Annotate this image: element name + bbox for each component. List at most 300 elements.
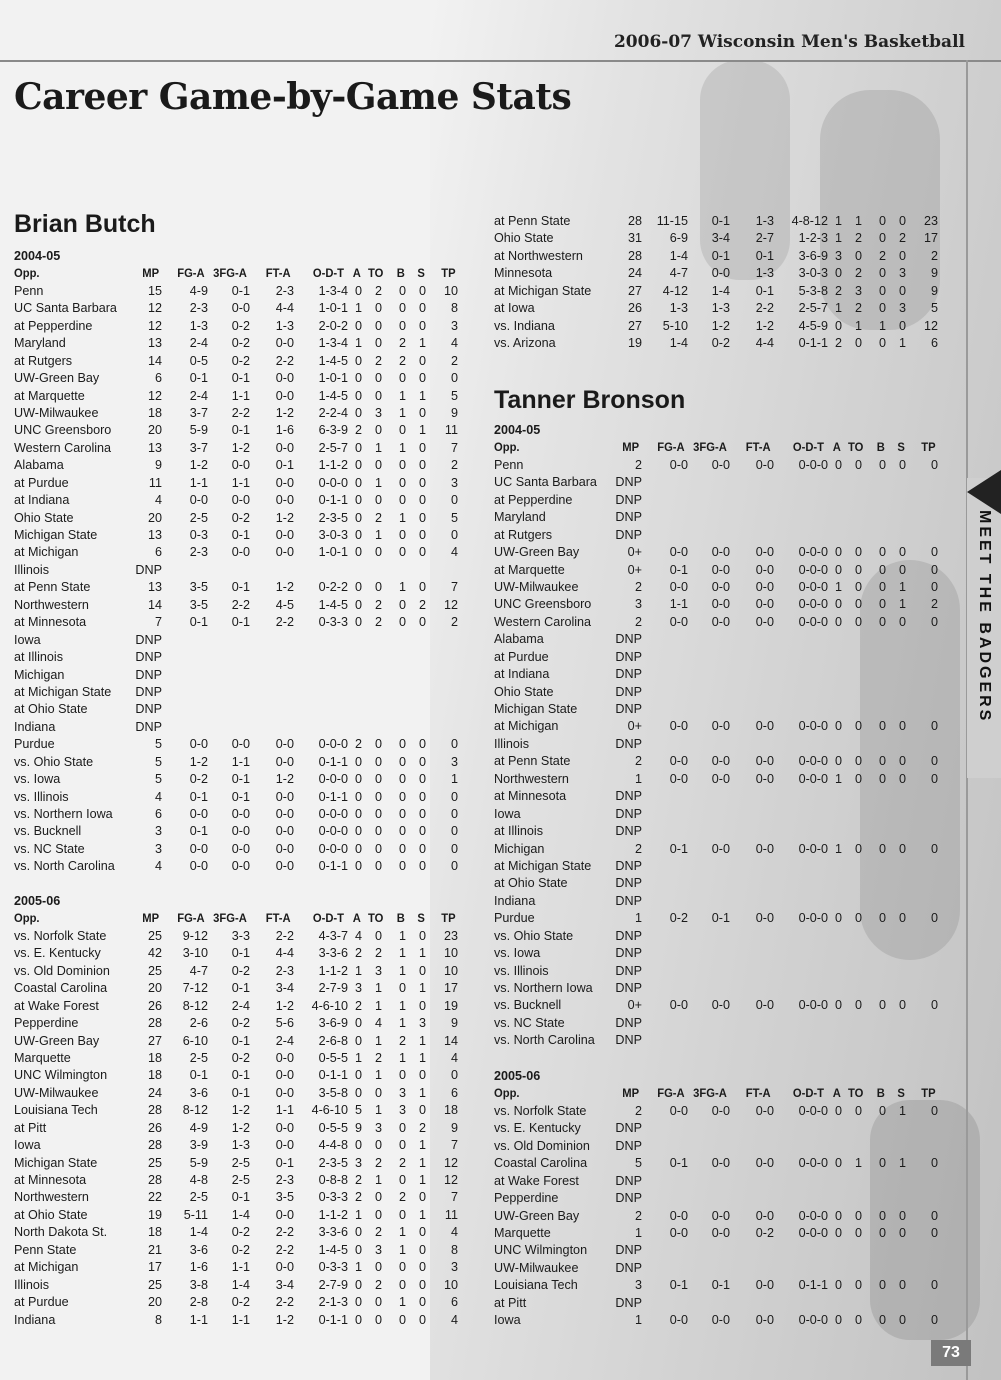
cell-3fga: 1-3 (711, 301, 730, 316)
cell-opp: UW-Green Bay (494, 545, 580, 560)
cell-mp: 26 (147, 998, 162, 1013)
cell-mp: 12 (147, 301, 162, 316)
cell-a: 0 (354, 1312, 362, 1327)
cell-opp: UNC Wilmington (494, 1243, 588, 1258)
cell-s: 0 (418, 1260, 426, 1275)
cell-fta: 2-3 (275, 283, 294, 298)
cell-fga: 0-3 (189, 528, 208, 542)
season-label: 2005-06 (494, 1069, 541, 1083)
cell-fta: 0-0 (755, 1313, 774, 1328)
column-header-a: A (352, 911, 361, 926)
cell-3fga: 0-2 (231, 1295, 250, 1310)
cell-mp: 28 (627, 248, 642, 263)
cell-odt: 0-0-0 (798, 614, 828, 629)
cell-a: 0 (354, 1277, 362, 1292)
cell-3fga: 0-0 (231, 807, 250, 821)
cell-odt: 2-0-2 (318, 318, 348, 333)
cell-opp: UNC Wilmington (14, 1068, 108, 1083)
cell-tp: 0 (930, 1278, 938, 1293)
cell-b: 0 (398, 318, 406, 333)
cell-fga: 0-0 (669, 771, 688, 786)
cell-s: 0 (898, 754, 906, 769)
cell-s: 1 (418, 388, 426, 403)
cell-fta: 1-3 (755, 266, 774, 281)
cell-s: 0 (418, 1295, 426, 1310)
cell-fga: 0-2 (669, 911, 688, 926)
cell-mp: DNP (135, 667, 162, 682)
cell-fta: 1-1 (275, 1103, 294, 1118)
cell-a: 1 (834, 231, 842, 246)
cell-3fga: 0-0 (231, 301, 250, 316)
cell-opp: UW-Green Bay (14, 1033, 100, 1048)
cell-to: 0 (374, 789, 382, 804)
cell-fga: 5-9 (189, 423, 208, 438)
cell-fta: 3-4 (275, 981, 294, 996)
cell-opp: at Wake Forest (494, 1173, 579, 1188)
cell-to: 0 (854, 614, 862, 629)
cell-fta: 0-0 (275, 528, 294, 542)
cell-odt: 0-0-0 (318, 841, 348, 856)
cell-mp: 2 (634, 754, 642, 769)
cell-mp: 25 (147, 928, 162, 943)
cell-fga: 0-0 (669, 1103, 688, 1118)
cell-to: 0 (854, 1208, 862, 1223)
cell-odt: 1-0-1 (318, 371, 348, 386)
cell-odt: 1-1-2 (318, 963, 348, 978)
cell-fta: 1-2 (275, 405, 294, 420)
cell-3fga: 1-2 (231, 1120, 250, 1135)
cell-mp: 4 (154, 493, 162, 508)
column-header-a: A (352, 266, 361, 281)
cell-fta: 4-4 (275, 301, 294, 316)
cell-fga: 0-0 (669, 754, 688, 769)
cell-to: 3 (374, 963, 382, 978)
cell-opp: UW-Green Bay (14, 371, 100, 386)
cell-3fga: 0-0 (711, 1208, 730, 1223)
cell-s: 0 (418, 545, 426, 560)
cell-a: 2 (354, 423, 362, 438)
cell-3fga: 0-1 (231, 283, 250, 298)
column-header-to: TO (368, 266, 384, 281)
cell-opp: Michigan State (14, 528, 98, 542)
cell-fga: 3-6 (189, 1242, 208, 1257)
cell-fga: 5-11 (183, 1207, 208, 1222)
cell-a: 2 (354, 998, 362, 1013)
cell-3fga: 0-0 (231, 841, 250, 856)
cell-fga: 8-12 (182, 1103, 208, 1118)
cell-tp: 0 (930, 841, 938, 856)
cell-3fga: 0-0 (711, 597, 730, 612)
cell-fta: 4-4 (755, 336, 774, 351)
cell-b: 1 (398, 928, 406, 943)
cell-tp: 9 (450, 1120, 458, 1135)
cell-b: 0 (878, 911, 886, 926)
cell-to: 2 (374, 597, 382, 612)
cell-a: 0 (834, 719, 842, 734)
cell-a: 0 (354, 824, 362, 839)
cell-fta: 0-0 (275, 1138, 294, 1153)
cell-tp: 23 (923, 214, 938, 228)
cell-mp: DNP (615, 1015, 642, 1030)
cell-3fga: 0-1 (231, 981, 250, 996)
cell-s: 0 (418, 807, 426, 821)
cell-to: 1 (374, 475, 382, 490)
cell-tp: 8 (450, 301, 458, 316)
cell-fga: 0-0 (189, 859, 208, 874)
cell-mp: DNP (135, 650, 162, 665)
cell-s: 0 (418, 440, 426, 455)
cell-3fga: 2-4 (231, 998, 250, 1013)
cell-mp: 5 (154, 754, 162, 769)
cell-fta: 1-2 (275, 580, 294, 595)
cell-odt: 0-1-1 (318, 859, 348, 874)
column-header-a: A (832, 1086, 841, 1101)
cell-odt: 0-0-0 (798, 545, 828, 560)
column-header-fga: FG-A (657, 1086, 685, 1101)
cell-b: 2 (398, 336, 406, 351)
cell-fta: 2-2 (275, 928, 294, 943)
cell-mp: 18 (147, 1068, 162, 1083)
cell-3fga: 3-4 (711, 231, 730, 246)
cell-fta: 0-0 (275, 841, 294, 856)
cell-mp: 19 (147, 1207, 162, 1222)
cell-to: 4 (374, 1016, 382, 1031)
cell-opp: vs. Bucknell (494, 998, 562, 1013)
cell-to: 0 (854, 719, 862, 734)
cell-fga: 4-9 (189, 283, 208, 298)
cell-opp: Northwestern (14, 597, 89, 612)
cell-s: 0 (898, 1225, 906, 1240)
cell-fga: 0-1 (189, 789, 208, 804)
cell-fta: 2-2 (755, 301, 774, 316)
cell-3fga: 0-1 (231, 528, 250, 542)
cell-a: 0 (834, 318, 842, 333)
cell-3fga: 1-4 (711, 283, 730, 298)
cell-b: 0 (878, 562, 886, 577)
column-header-fta: FT-A (265, 911, 291, 926)
cell-mp: 27 (627, 283, 642, 298)
cell-fta: 0-0 (275, 1068, 294, 1083)
cell-odt: 0-1-1 (798, 1278, 828, 1293)
cell-to: 1 (374, 1033, 382, 1048)
cell-opp: Indiana (14, 1312, 56, 1327)
cell-to: 1 (374, 981, 382, 996)
cell-opp: Maryland (14, 336, 66, 351)
cell-b: 0 (398, 754, 406, 769)
cell-to: 0 (374, 1295, 382, 1310)
cell-mp: 20 (147, 1295, 162, 1310)
cell-s: 1 (898, 1156, 906, 1171)
cell-a: 2 (354, 737, 362, 752)
cell-s: 0 (418, 318, 426, 333)
cell-b: 0 (878, 1278, 886, 1293)
cell-tp: 0 (450, 859, 458, 874)
cell-a: 0 (834, 545, 842, 560)
cell-opp: Illinois (14, 1277, 49, 1292)
cell-tp: 10 (443, 1277, 458, 1292)
cell-mp: 14 (147, 353, 162, 368)
cell-3fga: 0-0 (231, 824, 250, 839)
cell-3fga: 0-0 (231, 458, 250, 473)
cell-b: 0 (398, 859, 406, 874)
cell-b: 0 (878, 771, 886, 786)
cell-fta: 4-5 (275, 597, 294, 612)
cell-opp: at Iowa (494, 301, 535, 316)
cell-a: 0 (354, 615, 362, 630)
cell-s: 0 (418, 1103, 426, 1118)
column-header-opp: Opp. (494, 440, 520, 455)
cell-tp: 0 (450, 493, 458, 508)
column-header-opp: Opp. (14, 266, 40, 281)
cell-3fga: 0-0 (711, 841, 730, 856)
cell-s: 1 (418, 423, 426, 438)
cell-s: 0 (418, 283, 426, 298)
cell-s: 0 (418, 353, 426, 368)
cell-s: 0 (898, 1313, 906, 1328)
cell-a: 0 (834, 754, 842, 769)
cell-a: 0 (354, 353, 362, 368)
cell-odt: 0-0-0 (798, 719, 828, 734)
column-header-mp: MP (142, 911, 160, 926)
cell-tp: 0 (450, 371, 458, 386)
cell-a: 1 (834, 214, 842, 228)
cell-b: 1 (398, 998, 406, 1013)
cell-s: 0 (418, 475, 426, 490)
cell-tp: 0 (930, 562, 938, 577)
cell-3fga: 0-1 (231, 423, 250, 438)
cell-odt: 0-0-0 (798, 1103, 828, 1118)
cell-mp: 24 (627, 266, 642, 281)
cell-b: 0 (878, 301, 886, 316)
column-header-mp: MP (142, 266, 160, 281)
column-header-odt: O-D-T (312, 911, 344, 926)
cell-opp: vs. Bucknell (14, 824, 82, 839)
cell-s: 1 (898, 1103, 906, 1118)
cell-odt: 0-0-0 (318, 475, 348, 490)
cell-fga: 1-3 (189, 318, 208, 333)
cell-fga: 1-1 (669, 597, 688, 612)
cell-to: 2 (374, 353, 382, 368)
publication-header: 2006-07 Wisconsin Men's Basketball (613, 32, 965, 52)
cell-3fga: 1-1 (231, 388, 250, 403)
cell-tp: 0 (450, 841, 458, 856)
cell-fga: 2-4 (189, 388, 208, 403)
cell-a: 0 (834, 1278, 842, 1293)
cell-opp: vs. NC State (494, 1015, 565, 1030)
cell-a: 0 (354, 388, 362, 403)
cell-a: 1 (834, 579, 842, 594)
cell-a: 0 (354, 1225, 362, 1240)
cell-mp: DNP (615, 667, 642, 682)
cell-opp: North Dakota St. (14, 1225, 108, 1240)
cell-to: 0 (854, 457, 862, 472)
cell-tp: 8 (450, 1242, 458, 1257)
cell-opp: vs. North Carolina (494, 1033, 595, 1048)
cell-fta: 0-0 (275, 388, 294, 403)
cell-b: 2 (398, 353, 406, 368)
cell-odt: 0-0-0 (798, 1208, 828, 1223)
cell-s: 0 (418, 580, 426, 595)
cell-tp: 3 (450, 1260, 458, 1275)
cell-fga: 7-12 (182, 981, 208, 996)
cell-3fga: 2-5 (231, 1155, 250, 1170)
cell-odt: 1-4-5 (318, 388, 348, 403)
cell-fta: 1-2 (755, 318, 774, 333)
cell-b: 0 (878, 1103, 886, 1118)
cell-s: 0 (898, 998, 906, 1013)
cell-tp: 7 (450, 580, 458, 595)
cell-to: 1 (854, 318, 862, 333)
cell-b: 0 (398, 615, 406, 630)
cell-3fga: 0-1 (231, 789, 250, 804)
cell-fga: 1-1 (189, 1312, 208, 1327)
cell-fga: 2-5 (189, 510, 208, 525)
cell-fga: 3-5 (189, 597, 208, 612)
cell-s: 3 (418, 1016, 426, 1031)
cell-fta: 0-1 (755, 248, 774, 263)
cell-s: 0 (898, 719, 906, 734)
cell-mp: 24 (147, 1085, 162, 1100)
cell-tp: 17 (443, 981, 458, 996)
cell-opp: Penn (494, 457, 524, 472)
cell-fta: 1-2 (275, 510, 294, 525)
cell-opp: Western Carolina (14, 440, 112, 455)
column-header-opp: Opp. (494, 1086, 520, 1101)
cell-odt: 3-6-9 (798, 248, 828, 263)
cell-fta: 2-2 (275, 615, 294, 630)
cell-to: 0 (374, 754, 382, 769)
cell-opp: Michigan (14, 667, 65, 682)
cell-odt: 2-7-9 (318, 1277, 348, 1292)
cell-fga: 1-4 (669, 248, 688, 263)
cell-a: 1 (354, 1050, 362, 1065)
cell-tp: 0 (450, 528, 458, 542)
cell-fta: 0-0 (755, 754, 774, 769)
cell-a: 3 (354, 1155, 362, 1170)
cell-mp: 3 (634, 1278, 642, 1293)
cell-3fga: 1-2 (231, 1103, 250, 1118)
cell-fga: 2-5 (189, 1050, 208, 1065)
cell-b: 1 (878, 318, 886, 333)
cell-odt: 1-3-4 (318, 283, 348, 298)
cell-opp: Indiana (14, 719, 56, 734)
cell-fga: 0-1 (189, 1068, 208, 1083)
cell-fga: 4-8 (189, 1173, 208, 1187)
cell-mp: 20 (147, 981, 162, 996)
cell-3fga: 0-0 (231, 737, 250, 752)
cell-fta: 0-0 (755, 614, 774, 629)
cell-mp: 28 (627, 214, 642, 228)
cell-opp: at Purdue (14, 475, 69, 490)
cell-fta: 2-3 (275, 963, 294, 978)
cell-s: 0 (418, 371, 426, 386)
cell-fga: 0-2 (189, 772, 208, 787)
cell-fta: 2-2 (275, 1295, 294, 1310)
cell-3fga: 0-2 (231, 336, 250, 351)
cell-fga: 2-3 (189, 545, 208, 560)
cell-fga: 0-0 (189, 493, 208, 508)
cell-s: 0 (418, 772, 426, 787)
cell-tp: 0 (930, 1103, 938, 1118)
cell-fta: 0-0 (275, 824, 294, 839)
cell-tp: 1 (450, 772, 458, 787)
cell-b: 0 (878, 614, 886, 629)
cell-3fga: 0-1 (231, 1033, 250, 1048)
cell-tp: 4 (450, 1050, 458, 1065)
cell-opp: at Penn State (494, 754, 571, 769)
cell-fga: 8-12 (182, 998, 208, 1013)
cell-tp: 0 (930, 998, 938, 1013)
section-side-tab-label: MEET THE BADGERS (976, 510, 993, 724)
cell-fga: 3-7 (189, 405, 208, 420)
cell-fta: 5-6 (275, 1016, 294, 1031)
cell-3fga: 1-2 (231, 440, 250, 455)
cell-mp: DNP (615, 1260, 642, 1275)
cell-mp: DNP (615, 824, 642, 839)
cell-opp: Pepperdine (494, 1191, 559, 1206)
cell-fta: 0-0 (755, 457, 774, 472)
cell-mp: DNP (615, 946, 642, 961)
cell-opp: vs. Iowa (494, 946, 541, 961)
cell-mp: DNP (135, 719, 162, 734)
cell-fga: 2-3 (189, 301, 208, 316)
cell-3fga: 0-2 (231, 1016, 250, 1031)
cell-opp: Purdue (494, 911, 535, 926)
cell-a: 3 (834, 248, 842, 263)
cell-to: 0 (374, 1312, 382, 1327)
cell-opp: at Michigan State (494, 858, 592, 873)
cell-to: 2 (374, 1155, 382, 1170)
column-header-b: B (396, 266, 405, 281)
cell-b: 0 (398, 772, 406, 787)
cell-odt: 5-3-8 (798, 283, 828, 298)
cell-mp: 1 (634, 771, 642, 786)
cell-to: 0 (374, 841, 382, 856)
cell-fga: 1-4 (669, 336, 688, 351)
cell-mp: 25 (147, 1155, 162, 1170)
cell-mp: 0+ (627, 545, 642, 560)
cell-odt: 4-6-10 (311, 998, 348, 1013)
cell-to: 3 (374, 1120, 382, 1135)
cell-s: 1 (418, 1138, 426, 1153)
cell-3fga: 0-0 (711, 719, 730, 734)
cell-opp: at Pitt (494, 1295, 527, 1310)
cell-3fga: 1-4 (231, 1207, 250, 1222)
cell-mp: DNP (615, 1295, 642, 1310)
cell-a: 0 (834, 1313, 842, 1328)
cell-tp: 3 (450, 754, 458, 769)
cell-a: 1 (834, 771, 842, 786)
cell-mp: 4 (154, 859, 162, 874)
cell-s: 0 (418, 998, 426, 1013)
cell-opp: Illinois (14, 562, 49, 577)
cell-odt: 0-1-1 (318, 1068, 348, 1083)
cell-opp: vs. NC State (14, 841, 85, 856)
cell-opp: Michigan State (14, 1155, 98, 1170)
cell-a: 2 (834, 283, 842, 298)
cell-mp: DNP (615, 858, 642, 873)
cell-opp: at Minnesota (494, 789, 567, 804)
cell-opp: at Indiana (494, 667, 550, 682)
cell-fga: 4-12 (662, 283, 688, 298)
cell-tp: 18 (443, 1103, 458, 1118)
cell-tp: 23 (443, 928, 458, 943)
cell-to: 2 (374, 283, 382, 298)
cell-mp: DNP (615, 649, 642, 664)
cell-a: 0 (354, 1138, 362, 1153)
cell-mp: DNP (615, 475, 642, 490)
cell-to: 0 (854, 1313, 862, 1328)
